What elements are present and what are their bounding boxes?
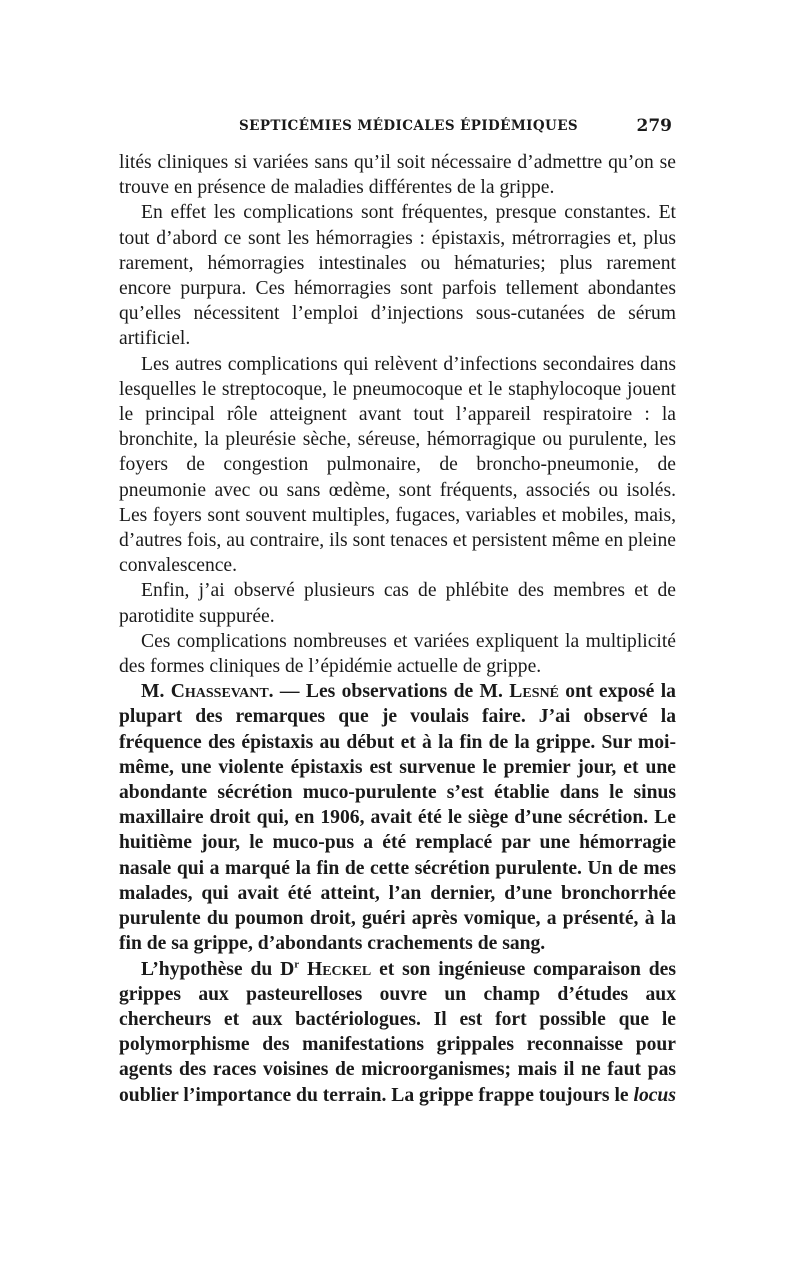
cited-name: Lesné [509,681,559,703]
paragraph-text: ont exposé la plupart des remarques que je voulais faire. J’ai observé la fréquence des épistaxis au début et à la fin de la grippe. Sur moi-même, une violente épistaxis est survenue le premier jour, et une abondante sécrétion muco-purulente s’est établie dans le sinus maxillaire droit qui, en 1906, avait été le siège d’une sécrétion. Le huitième jour, le muco-pus a été remplacé par une hémorragie nasale qui a marqué la fin de cette sécrétion purulente. Un de mes malades, qui avait été atteint, l’an dernier, d’une bronchorrhée purulente du poumon droit, guéri après vomique, a présenté, à la fin de sa grippe, d’abondants crachements de sang. [119,681,676,955]
paragraph-complications: En effet les complications sont fréquentes, presque constantes. Et tout d’abord ce sont les hémorragies : épistaxis, métrorragies et, plus rarement, hémorragies intestinales ou hématuries; plus rarement encore purpura. Ces hémorragies sont parfois tellement abondantes qu’elles nécessitent l’emploi d’injections sous-cutanées de sérum artificiel. [119,202,676,350]
paragraph-text: L’hypothèse du D [141,958,295,980]
paragraph-secondary-infections: Les autres complications qui relèvent d’infections secondaires dans lesquelles le streptocoque, le pneumocoque et le staphylocoque jouent le principal rôle atteignent avant tout l’appareil respiratoire : la bronchite, la pleurésie sèche, séreuse, hémorragique ou purulente, les foyers de congestion pulmonaire, de broncho-pneumonie, de pneumonie avec ou sans œdème, sont fréquents, associés ou isolés. Les foyers sont souvent multiples, fugaces, variables et mobiles, mais, d’autres fois, au contraire, ils sont tenaces et persistent même en pleine convalescence. [119,353,676,577]
paragraph-text: — Les observations de M. [273,681,510,703]
running-title: SEPTICÉMIES MÉDICALES ÉPIDÉMIQUES [239,118,579,134]
superscript: r [294,957,300,970]
body-text [119,150,676,1108]
paragraph-text: et son ingénieuse comparaison des grippes aux pasteurelloses ouvre un champ d’études aux chercheurs et aux bactériologues. Il est fort possible que le polymorphisme des manifestations grippales reconnaisse pour agents des races voisines de microorganismes; mais il ne faut pas oublier l’importance du terrain. La grippe frappe toujours le [119,958,677,1106]
paragraph-phlebitis: Enfin, j’ai observé plusieurs cas de phlébite des membres et de parotidite suppurée. [119,580,676,627]
paragraph-chassevant [119,679,676,956]
italic-term: locus [633,1084,676,1106]
book-page [119,116,676,1108]
paragraph-multiplicity: Ces complications nombreuses et variées expliquent la multiplicité des formes cliniques de l’épidémie actuelle de grippe. [119,630,676,678]
paragraph-continuation: lités cliniques si variées sans qu’il soit nécessaire d’admettre qu’on se trouve en présence de maladies différentes de la grippe. [119,152,676,199]
cited-name: Heckel [306,958,372,980]
running-head [119,116,676,138]
speaker-name: M. Chassevant. [141,681,274,703]
paragraph-heckel [119,957,676,1108]
page-number: 279 [636,116,672,136]
